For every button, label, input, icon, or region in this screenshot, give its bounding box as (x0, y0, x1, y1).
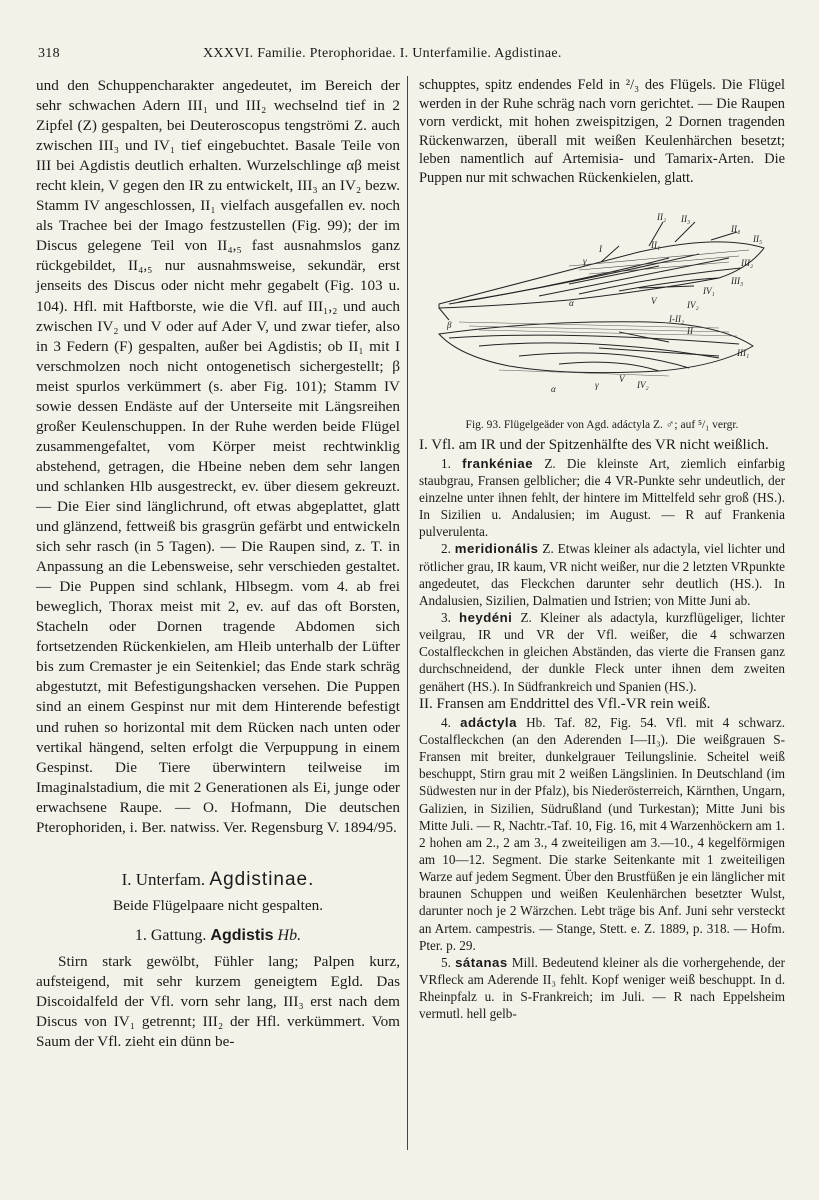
hindwing-fringe (459, 322, 737, 376)
subfamily-description: Beide Flügelpaare nicht gespalten. (112, 896, 324, 914)
genus-number: 1. Gattung. (134, 926, 207, 944)
hindwing-drawing (439, 321, 753, 372)
subfamily-heading (36, 870, 400, 890)
right-column (419, 76, 785, 1023)
label-III3: III₃ (731, 275, 744, 286)
subfamily-number: I. Unterfam. (121, 869, 206, 889)
label-V: V (651, 295, 657, 306)
species-number: 5. (441, 954, 451, 970)
species-name: meridionális (454, 541, 539, 557)
label-gamma-hw: γ (595, 379, 599, 390)
species-name: sátanas (455, 954, 508, 970)
label-II2: II₂ (657, 211, 667, 222)
species-entry-meridionalis (419, 540, 785, 609)
species-text: Z. Kleiner als adactyla, kurzflügeliger, lichter veilgrau, IR und VR der Vfl. weißer, die 4 schwarzen Costalfleckchen in gleichen Abständen, das vierte die Fransen ganz durchschneidend, der dunkle Fleck unter ihnen dem zweiten genähert (HS.). In Südfrankreich und Spanien (HS.). (419, 609, 786, 694)
species-entry-heydeni (419, 609, 785, 695)
subfamily-name: Agdistinae. (209, 868, 315, 890)
label-IV2-hw: IV₂ (637, 379, 649, 390)
species-entry-adactyla (419, 714, 785, 954)
label-IV2: IV₂ (687, 299, 699, 310)
species-text: Z. Etwas kleiner als adactyla, viel lichter und rötlicher grau, IR kaum, VR nicht weißer, nur die 2 letzten VRpunkte angedeutet, das Fleckchen darunter sehr deutlich (HS.). In Andalusien, Sizilien, Dalmatien und Istrien; von Mitte Juni ab. (419, 541, 786, 608)
label-II3: II₃ (681, 213, 691, 224)
genus-description: Stirn stark gewölbt, Fühler lang; Palpen kurz, aufsteigend, mit sehr kurzem geneigtem Egld. Das Discoidalfeld der Vfl. vorn sehr lang, III₃ erst nach dem Discus von IV₁ getrennt; III₂ der Hfl. verkümmert. Vom Saum der Vfl. zieht ein dünn be- (36, 952, 400, 1051)
label-II4: II₄ (731, 223, 741, 234)
label-V-hw: V (619, 373, 625, 384)
family-description-paragraph: und den Schuppencharakter angedeutet, im Bereich der sehr schwachen Adern III₁ und III₂ wechselnd tief in 2 Zipfel (Z) gespalten, bei Deuteroscopus tengströmi Z. auch zwischen III₃ und IV₁ tief eingebuchtet. Basale Teile von III bei Agdistis deutlich erhalten. Wurzelschlinge αβ meist recht klein, V gegen den IR zu entwickelt, III₃ an IV₂ bezw. Stamm IV angeschlossen, II₁ vielfach ausgefallen ev. noch als Trachee bei der Imago festzustellen (Fig. 99); der im Discus gelegene Teil von II₄,₅ fast ausnahmslos ganz rückgebildet, II₄,₅ nur ausnahmsweise, sekundär, erst jenseits des Discus oder nicht mehr gegabelt (Fig. 103 u. 104). Hfl. mit Haftborste, wie die Vfl. auf III₁,₂ und auch zwischen IV₂ und V oder auf Ader V, und zwar tiefer, also in 3 Federn (F) gespalten, außer bei Agdistis; ob II₁ mit I verschmolzen noch nicht ontogenetisch sichergestellt; β meist spurlos verkümmert (s. aber Fig. 101); Stamm IV sowie dessen Endäste auf der Unterseite mit Längsreihen großer Keulenschuppen. In der Ruhe werden beide Flügel zusammengefaltet, vom Körper meist rechtwinklig abstehend, getragen, die Hbeine neben dem sehr langen und schlanken Hlb ausgestreckt, ev. über diesem gekreuzt. — Die Eier sind länglichrund, oft etwas abgeplattet, glatt und glänzend, fettweiß bis grasgrün gefärbt und entwickeln sich sehr rasch (in 5 Tagen). — Die Raupen sind, z. T. in Anpassung an die Lebensweise, sehr verschieden gestaltet. — Die Puppen sind schlank, Hlbsegm. vom 4. ab frei beweglich, Thorax meist mit 2, ev. auf das oft Borsten, Stacheln oder Dornen tragende Abdomen sich fortsetzenden Rückenkielen, am Hleib unterhalb der Lüfter bis zum Cremaster je ein Seitenkiel; das Ende stark schräg abgestutzt, mit Befestigungshacken versehen. Die Puppen sind an einem Gespinst nur mit dem Hinterende befestigt und ruhen so horizontal mit dem Rücken nach unten oder vertikal hängend, selten erfolgt die Verpuppung in einem Gespinst. Die Tiere überwintern teilweise im Imaginalstadium, die mit 2 Generationen als Ei, junge oder erwachsene Raupe. — O. Hofmann, Die deutschen Pterophoriden, i. Ber. natwiss. Ver. Regensburg V. 1894/95. (36, 77, 400, 836)
label-I: I (599, 243, 602, 254)
figure-caption: Fig. 93. Flügelgeäder von Agd. adáctyla Z. ♂; auf ⁵/₁ vergr. (465, 418, 739, 431)
wing-venation-drawing (419, 196, 785, 411)
species-name: frankéniae (462, 455, 534, 471)
species-text: Mill. Bedeutend kleiner als die vorhergehende, der VRfleck am Aderende II₃ fehlt. Kopf weniger weiß beschuppt. In d. Rheinpfalz u. in S-Frankreich; im Juli. — R nach Eppelsheim vermutl. hell gelb- (419, 954, 786, 1022)
species-number: 2. (441, 541, 451, 557)
species-entry-frankeniae (419, 455, 785, 541)
species-text: Z. Die kleinste Art, ziemlich einfarbig staubgrau, Fransen gelblicher; die 4 VR-Punkte sehr undeutlich, der einzelne unter ihnen fehlt, der hintere im Mittelfeld sehr groß (HS.). In Sizilien u. Andalusien; im August. — R auf Frankenia pulverulenta. (419, 455, 786, 540)
genus-author: Hb. (277, 926, 302, 944)
genus-heading (36, 926, 400, 946)
species-name: adáctyla (460, 714, 517, 730)
species-number: 1. (441, 455, 451, 471)
label-alpha-hw: α (551, 383, 556, 394)
label-beta: β (447, 319, 452, 330)
column-divider (407, 76, 408, 1150)
species-name: heydéni (459, 609, 513, 625)
species-text: Hb. Taf. 82, Fig. 54. Vfl. mit 4 schwarz. Costalfleckchen (an den Aderenden I—II₃). Die weißgrauen S-Fransen mit breiter, dunkelgrauer Teilungslinie. Scheitel weiß beschuppt, Stirn grau mit 2 weißen Längslinien. In Deutschland (im Südwesten nur in der Pfalz), bis Niederösterreich, Kärnthen, Ungarn, Galizien, in Sizilien, Südrußland (und Turkestan); Mitte Juni bis Mitte Juli. — R, Nachtr.-Taf. 10, Fig. 16, mit 4 Warzenhöckern am 1. 2 hohen am 2., 2 am 3., 4 zweiteiligen am 3.—10., 4 kegelförmigen am 10—12. Segment. Die starke Seitenkante mit 1 zweiteiligen Warze auf jedem Segment. Über den Brustfüßen je ein länglicher mit braunen Schuppen und weißen Keulenhärchen besetzter Wulst, darunter noch je 2 Wärzchen. Lebt träge bis Anf. Juni sehr versteckt an Artem. campestris. — Stange, Stett. e. Z. 1889, p. 318. — Hofm. Pter. p. 29. (419, 714, 786, 953)
label-alpha: α (569, 297, 574, 308)
running-title: XXXVI. Familie. Pterophoridae. I. Unterfamilie. Agdistinae. (203, 46, 562, 61)
species-entry-satanas (419, 954, 785, 1023)
page-number: 318 (38, 46, 60, 61)
species-number: 4. (441, 714, 451, 730)
label-III1: III₁ (737, 347, 750, 358)
label-II: II (687, 325, 693, 336)
key-section-1: I. Vfl. am IR und der Spitzenhälfte des VR nicht weißlich. (419, 436, 769, 453)
label-II1: II₁ (651, 239, 661, 250)
forewing-drawing (439, 222, 764, 320)
label-I-II2: I-II₂ (669, 313, 685, 324)
genus-description-continued: schupptes, spitz endendes Feld in ²/₃ des Flügels. Die Flügel werden in der Ruhe schräg nach vorn gerichtet. — Die Raupen vorn verdickt, mit hohen zweispitzigen, 2 Dornen tragenden Rückenwarzen, überall mit weißen Keulenhärchen besetzt; leben namentlich auf Artemisia- und Tamarix-Arten. Die Puppen nur mit schwachen Rückenkielen, glatt. (419, 77, 785, 186)
label-II5: II₅ (753, 233, 763, 244)
label-III2: III₂ (741, 257, 754, 268)
wing-venation-figure (419, 196, 785, 436)
key-section-2: II. Fransen am Enddrittel des Vfl.-VR rein weiß. (419, 695, 711, 712)
label-IV1: IV₁ (703, 285, 715, 296)
label-gamma: γ (583, 255, 587, 266)
species-number: 3. (441, 609, 451, 625)
genus-name: Agdistis (210, 926, 274, 944)
left-column (36, 76, 400, 1052)
